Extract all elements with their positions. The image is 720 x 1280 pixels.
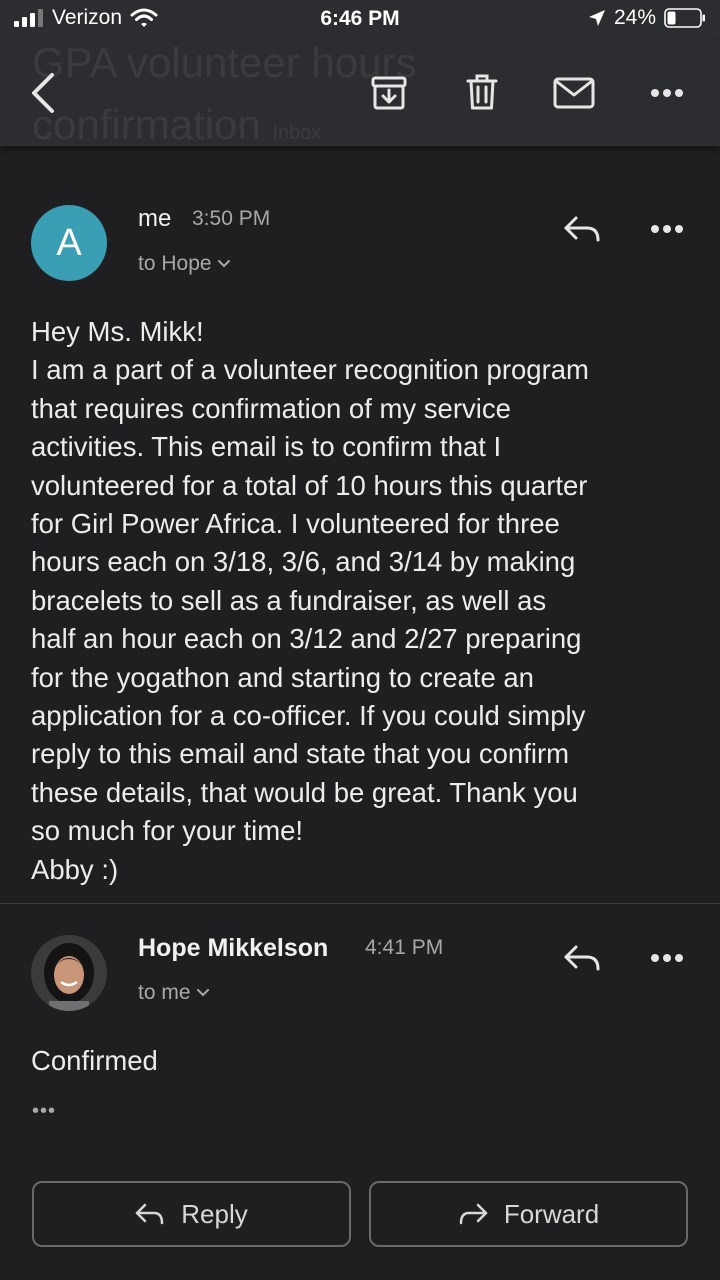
body-line: so much for your time! (31, 815, 304, 847)
recipient-toggle[interactable] (138, 252, 230, 276)
forward-button[interactable] (369, 1181, 688, 1247)
body-line: these details, that would be great. Thank you (31, 776, 578, 808)
message-divider (0, 903, 720, 904)
chevron-down-icon (218, 260, 230, 268)
message-more-icon[interactable] (650, 953, 684, 963)
message-time: 4:41 PM (365, 936, 444, 959)
back-icon[interactable] (30, 72, 56, 114)
archive-icon[interactable] (371, 75, 407, 111)
message-body (31, 313, 701, 889)
body-line: for the yogathon and starting to create an (31, 661, 534, 693)
reply-label: Reply (181, 1198, 248, 1229)
reply-button[interactable] (32, 1181, 351, 1247)
avatar (31, 935, 107, 1011)
avatar: A (31, 205, 107, 281)
recipient-toggle[interactable] (138, 981, 209, 1005)
body-line: volunteered for a total of 10 hours this quarter (31, 469, 588, 501)
sender-name: me (138, 205, 172, 232)
inbox-label: Inbox (272, 122, 322, 142)
message-body: Confirmed (31, 1045, 158, 1076)
body-line: hours each on 3/18, 3/6, and 3/14 by making (31, 546, 576, 578)
forward-label: Forward (503, 1198, 600, 1229)
mail-icon[interactable] (553, 77, 595, 109)
body-line: for Girl Power Africa. I volunteered for three (31, 508, 560, 540)
location-arrow-icon (588, 9, 606, 27)
sender-name: Hope Mikkelson (138, 934, 329, 962)
reply-icon[interactable] (563, 944, 601, 972)
body-line: bracelets to sell as a fundraiser, as well as (31, 584, 547, 616)
body-line: activities. This email is to confirm that I (31, 431, 502, 463)
body-line: half an hour each on 3/12 and 2/27 preparing (31, 623, 582, 655)
body-line: Hey Ms. Mikk! (31, 316, 204, 347)
recipient-label: to Hope (138, 252, 212, 275)
more-icon[interactable] (650, 88, 684, 98)
battery-icon (664, 8, 706, 28)
body-line: Abby :) (31, 853, 119, 885)
body-line: application for a co-officer. If you could simply (31, 700, 586, 732)
message-more-icon[interactable] (650, 224, 684, 234)
recipient-label: to me (138, 981, 191, 1004)
trash-icon[interactable] (466, 73, 498, 111)
subject-title: GPA volunteer hours confirmation Inbox (32, 39, 417, 142)
forward-icon (458, 1203, 488, 1225)
status-time: 6:46 PM (320, 7, 400, 30)
show-trimmed-content-button[interactable]: ••• (32, 1100, 57, 1122)
chevron-down-icon (197, 989, 209, 997)
status-right (588, 6, 706, 30)
body-line: reply to this email and state that you confirm (31, 738, 570, 770)
body-line: I am a part of a volunteer recognition program (31, 354, 589, 386)
reply-icon[interactable] (563, 215, 601, 243)
message-time: 3:50 PM (192, 207, 271, 230)
carrier-name: Verizon (52, 6, 123, 29)
person-photo-icon (31, 935, 107, 1011)
reply-icon (135, 1203, 165, 1225)
app-bar (0, 40, 720, 146)
battery-percent: 24% (613, 6, 656, 29)
body-line: that requires confirmation of my service (31, 392, 511, 424)
